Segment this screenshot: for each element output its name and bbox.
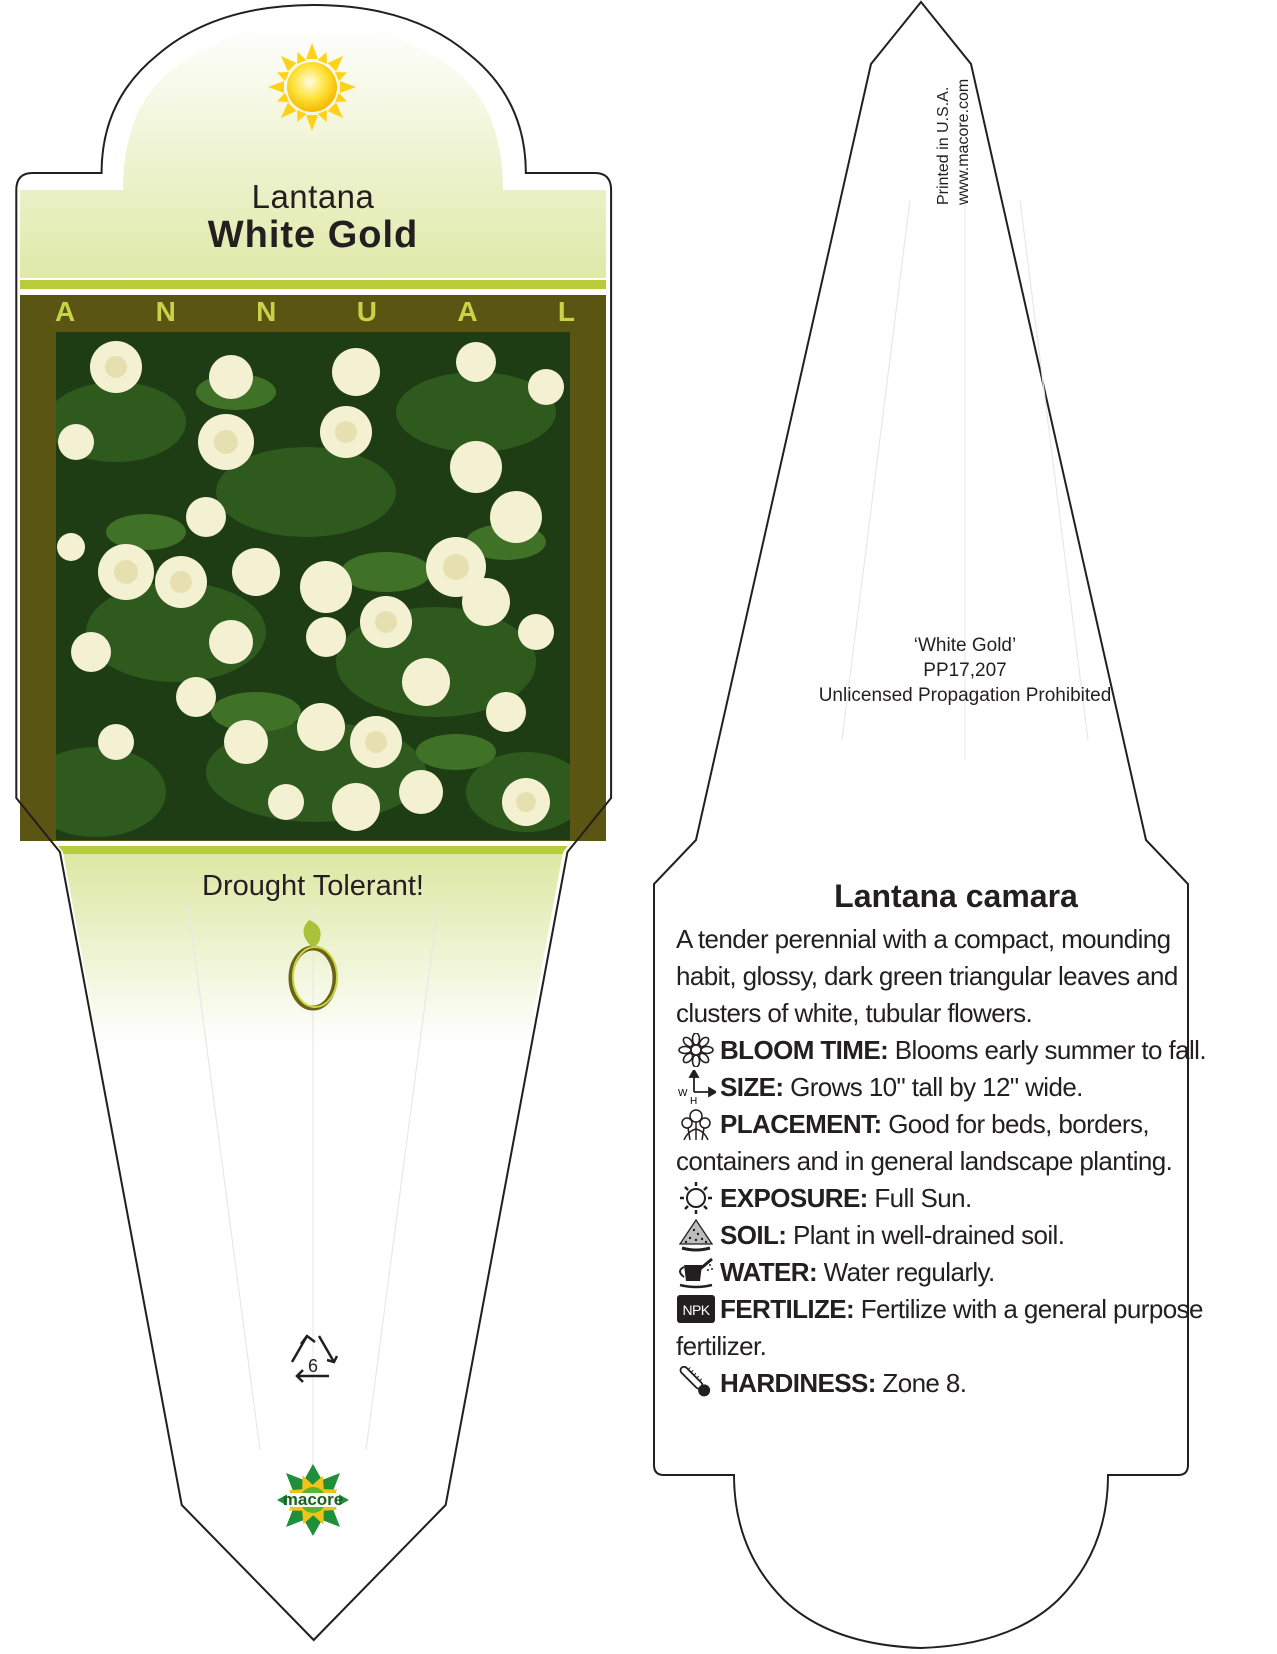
patent-number: PP17,207 (923, 660, 1007, 681)
thermometer-icon (676, 1366, 716, 1400)
category-letter: N (256, 296, 277, 327)
condition-water (676, 1254, 1236, 1291)
svg-text:H: H (690, 1096, 697, 1104)
condition-label: SOIL: (720, 1220, 787, 1250)
category-letter: U (356, 296, 377, 327)
condition-label: WATER: (720, 1257, 818, 1287)
condition-label: SIZE: (720, 1072, 784, 1102)
tagline: Drought Tolerant! (202, 870, 424, 902)
species-name: Lantana camara (834, 878, 1078, 914)
flower-cluster-photo (56, 332, 570, 840)
condition-text: Water regularly. (823, 1257, 995, 1287)
condition-text: Blooms early summer to fall. (894, 1035, 1206, 1065)
svg-text:NPK: NPK (682, 1302, 710, 1318)
condition-label: FERTILIZE: (720, 1294, 855, 1324)
common-name: Lantana (251, 178, 375, 215)
condition-exposure (676, 1180, 1236, 1217)
placement-icon (676, 1107, 716, 1141)
brand-name: macore (282, 1490, 344, 1509)
condition-label: BLOOM TIME: (720, 1035, 889, 1065)
sun-outline-icon (676, 1181, 716, 1215)
condition-text: Fertilize with a general purpose fertilizer. (676, 1294, 1203, 1361)
condition-text: Zone 8. (882, 1368, 967, 1398)
category-letter: A (457, 296, 478, 327)
description: A tender perennial with a compact, mounding habit, glossy, dark green triangular leaves and clusters of white, tubular flowers. (676, 924, 1178, 1028)
condition-text: Plant in well-drained soil. (792, 1220, 1065, 1250)
category-label (55, 296, 575, 328)
soil-icon (676, 1218, 716, 1252)
plant-photo (56, 332, 570, 840)
size-icon (676, 1070, 716, 1104)
condition-text: Grows 10" tall by 12" wide. (790, 1072, 1083, 1102)
condition-hardiness (676, 1365, 1236, 1402)
condition-size (676, 1069, 1236, 1106)
flower-icon (676, 1033, 716, 1067)
condition-text: Good for beds, borders, containers and in general landscape planting. (676, 1109, 1173, 1176)
variety-name: White Gold (207, 214, 419, 256)
plant-info (676, 878, 1236, 1402)
condition-label: HARDINESS: (720, 1368, 876, 1398)
patent-notice: Unlicensed Propagation Prohibited (818, 685, 1112, 706)
watering-can-icon (676, 1255, 716, 1289)
condition-label: PLACEMENT: (720, 1109, 882, 1139)
condition-soil (676, 1217, 1236, 1254)
website: www.macore.com (955, 78, 972, 205)
category-letter: A (55, 296, 76, 327)
recycle-number: 6 (307, 1356, 318, 1376)
printed-in: Printed in U.S.A. (935, 86, 952, 205)
category-letter: N (155, 296, 176, 327)
condition-text: Full Sun. (874, 1183, 972, 1213)
condition-placement (676, 1106, 1236, 1180)
npk-icon (676, 1292, 716, 1326)
condition-label: EXPOSURE: (720, 1183, 868, 1213)
svg-text:W: W (678, 1088, 687, 1099)
print-info (935, 50, 972, 230)
patent-cultivar: ‘White Gold’ (913, 635, 1017, 656)
category-letter: L (557, 296, 575, 327)
condition-bloom (676, 1032, 1236, 1069)
condition-fertilize (676, 1291, 1236, 1365)
